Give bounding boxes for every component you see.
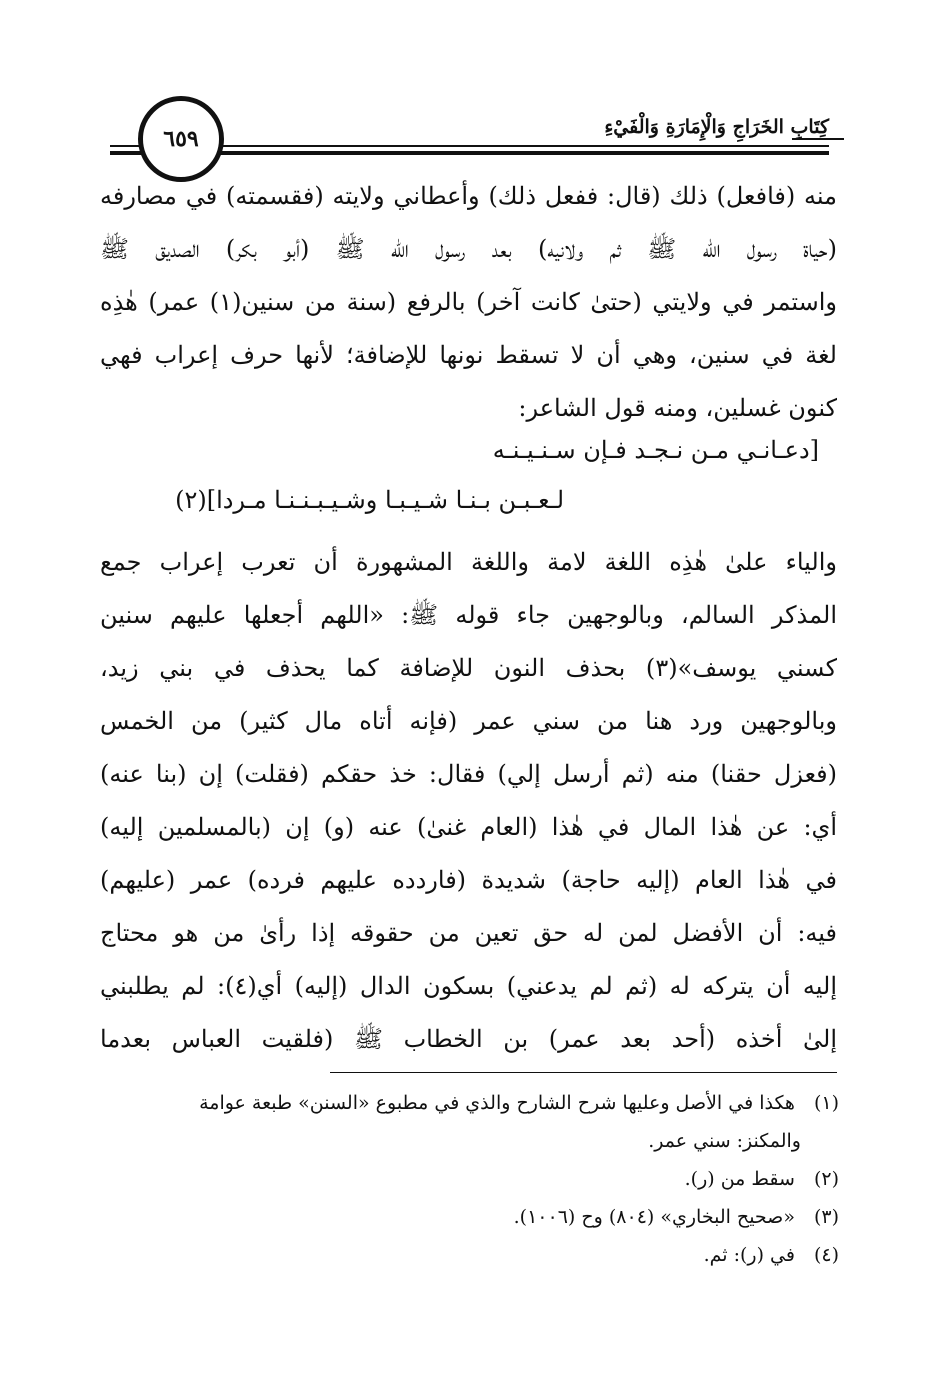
- text-line: واستمر في ولايتي (حتىٰ كانت آخر) بالرفع (سنة من سنين(١) عمر) هٰذِه: [100, 288, 837, 316]
- poetry-verse-line-1: [دعـانـي مـن نـجـد فـإن سـنـيـنـه: [492, 436, 819, 464]
- text-line: في هٰذا العام (إليه حاجة) شديدة (فاردده عليهم فرده) عمر (عليهم): [100, 866, 837, 894]
- text-line: لغة في سنين، وهي أن لا تسقط نونها للإضافة؛ لأنها حرف إعراب فهي: [100, 341, 837, 369]
- text-line: فيه: أن الأفضل لمن له حق تعين من حقوقه إذا رأىٰ من هو محتاج: [100, 919, 837, 947]
- footnote-1-continued: [648, 1130, 801, 1152]
- text-line: (حياة رسول الله ﷺ ثم ولانيه) بعد رسول الله ﷺ (أبو بكر) الصديق ﷺ: [100, 235, 837, 263]
- footnote-number: (٤): [813, 1244, 839, 1266]
- footnote-4: [704, 1244, 839, 1266]
- text-line: أي: عن هٰذا المال في هٰذا (العام غنىٰ) عنه (و) إن (بالمسلمين إليه): [100, 813, 837, 841]
- footnote-text: «صحيح البخاري» (٨٠٤) وح (١٠٠٦).: [513, 1206, 795, 1228]
- footnote-1: [199, 1092, 839, 1114]
- footnote-text: في (ر): ثم.: [703, 1244, 795, 1266]
- poetry-verse-line-2: لـعـبـن بـنـا شـيـبـا وشـيـبـنـنـا مـردا](٢): [175, 486, 564, 514]
- book-title: كِتَابِ الخَرَاجِ وَالْإِمَارَةِ وَالْفَيْءِ: [604, 116, 829, 138]
- body-paragraph-2: [100, 536, 837, 1066]
- text-line: وبالوجهين ورد هنا من سني عمر (فإنه أتاه مال كثير) من الخمس: [100, 707, 837, 735]
- footnote-number: (٣): [813, 1206, 839, 1228]
- text-line: كنون غسلين، ومنه قول الشاعر:: [518, 394, 837, 422]
- footnote-number: (١): [813, 1092, 839, 1114]
- text-line: إلىٰ أخذه (أحد بعد عمر) بن الخطاب ﷺ (فلقيت العباس بعدما: [100, 1025, 837, 1053]
- footnote-separator: [330, 1072, 837, 1073]
- text-line: (فعزل حقنا) منه (ثم أرسل إلي) فقال: خذ حقكم (فقلت) إن (بنا عنه): [100, 760, 837, 788]
- body-paragraph-1: [100, 170, 837, 435]
- footnote-2: [685, 1168, 839, 1190]
- text-line: منه (فافعل) ذلك (قال: ففعل ذلك) وأعطاني ولايته (فقسمته) في مصارفه: [100, 182, 837, 210]
- text-line: كسني يوسف»(٣) بحذف النون للإضافة كما يحذف في بني زيد،: [100, 654, 837, 682]
- header-ornament: [792, 138, 844, 140]
- footnote-text: هكذا في الأصل وعليها شرح الشارح والذي في مطبوع «السنن» طبعة عوامة: [199, 1092, 795, 1114]
- footnote-3: [514, 1206, 839, 1228]
- text-line: المذكر السالم، وبالوجهين جاء قوله ﷺ: «اللهم أجعلها عليهم سنين: [100, 601, 837, 629]
- text-line: والياء علىٰ هٰذِه اللغة لامة واللغة المشهورة أن تعرب إعراب جمع: [100, 548, 837, 576]
- page-number: ٦٥٩: [138, 96, 224, 182]
- footnote-text: والمكنز: سني عمر.: [648, 1130, 801, 1152]
- footnote-number: (٢): [813, 1168, 839, 1190]
- text-line: إليه أن يتركه له (ثم لم يدعني) بسكون الدال (إليه) أي(٤): لم يطلبني: [100, 972, 837, 1000]
- footnote-text: سقط من (ر).: [684, 1168, 795, 1190]
